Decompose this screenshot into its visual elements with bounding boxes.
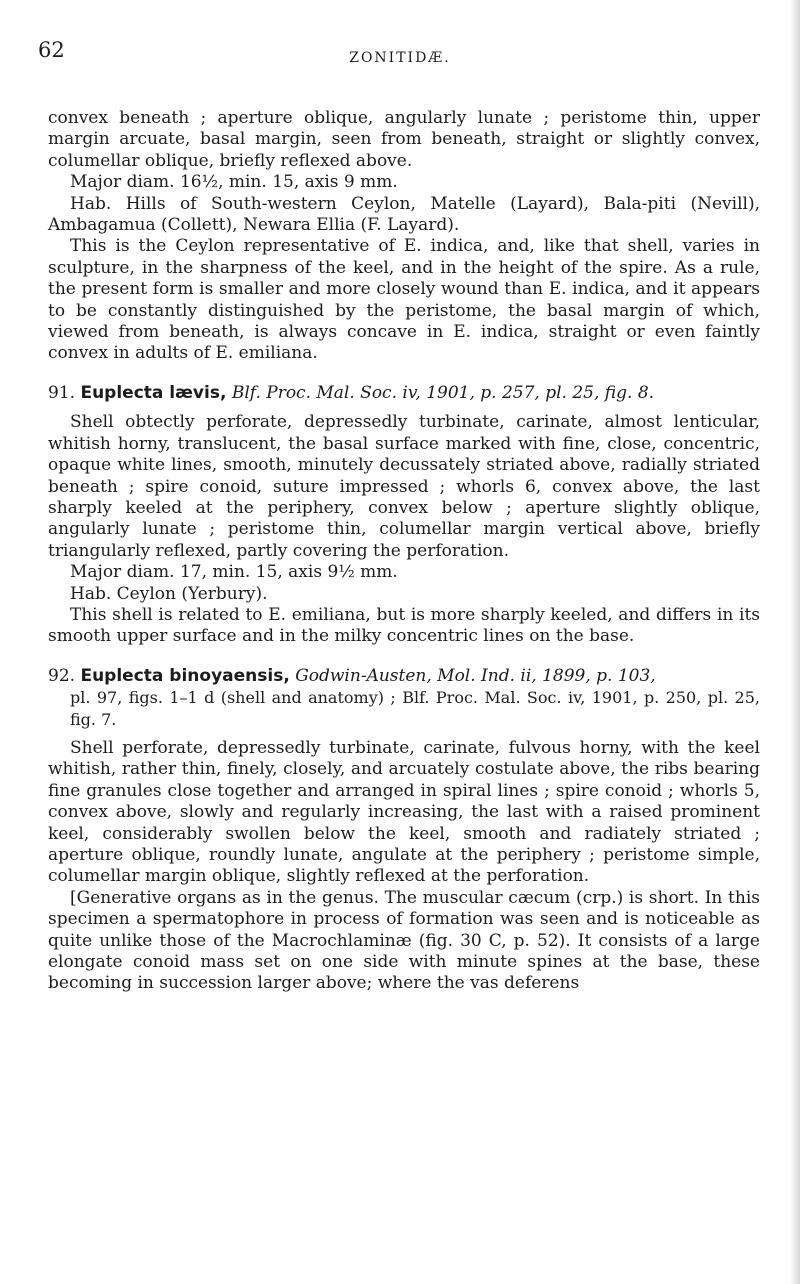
description-91: Shell obtectly perforate, depressedly turbinate, carinate, almost lenticular, whitish horny, translucent, the basal surface marked with fine, close, concentric, opaque white lines, smooth, minutely decussately striated above, radially striated beneath ; spire conoid, suture impressed ; whorls 6, convex above, the last sharply keeled at the periphery, convex below ; aperture slightly oblique, angularly lunate ; peristome thin, columellar margin vertical above, briefly triangularly reflexed, partly covering the perforation.: [48, 412, 760, 561]
page-edge-shadow: [790, 0, 800, 1284]
species-name: Euplecta lævis,: [80, 382, 227, 403]
species-name: Euplecta binoyaensis,: [80, 665, 290, 686]
page-number: 62: [38, 38, 65, 62]
dimensions-90: Major diam. 16½, min. 15, axis 9 mm.: [70, 172, 398, 193]
species-reference: Godwin-Austen, Mol. Ind. ii, 1899, p. 103,: [295, 665, 656, 686]
habitat-90: Hab. Hills of South-western Ceylon, Matelle (Layard), Bala-piti (Nevill), Ambagamua (Collett), Newara Ellia (F. Layard).: [48, 193, 760, 236]
remarks-90: This is the Ceylon representative of E. indica, and, like that shell, varies in sculpture, in the sharpness of the keel, and in the height of the spire. As a rule, the present form is smaller and more closely wound than E. indica, and it appears to be constantly distinguished by the peristome, the basal margin of which, viewed from beneath, is always concave in E. indica, straight or even faintly convex in adults of E. emiliana.: [48, 236, 760, 364]
anatomy-92: [Generative organs as in the genus. The muscular cæcum (crp.) is short. In this specimen a spermatophore in process of formation was seen and is noticeable as quite unlike those of the Macrochlaminæ (fig. 30 C, p. 52). It consists of a large elongate conoid mass set on one side with minute spines at the base, these becoming in succession larger above; where the vas deferens: [48, 887, 760, 994]
description-92: Shell perforate, depressedly turbinate, carinate, fulvous horny, with the keel whitish, rather thin, finely, closely, and arcuately costulate above, the ribs bearing fine granules close together and arranged in spiral lines ; spire conoid ; whorls 5, convex above, slowly and regularly increasing, the last with a raised prominent keel, considerably swollen below the keel, smooth and radiately striated ; aperture oblique, roundly lunate, angulate at the periphery ; peristome simple, columellar margin oblique, slightly reflexed at the perforation.: [48, 737, 760, 887]
habitat-91: Hab. Ceylon (Yerbury).: [70, 583, 268, 604]
species-number: 91.: [48, 382, 76, 403]
continued-description: convex beneath ; aperture oblique, angularly lunate ; peristome thin, upper margin arcuate, basal margin, seen from beneath, straight or slightly convex, columellar oblique, briefly reflexed above.: [48, 108, 760, 171]
species-reference-continued: pl. 97, figs. 1–1 d (shell and anatomy) ; Blf. Proc. Mal. Soc. iv, 1901, p. 250, pl. 25, fig. 7.: [70, 688, 760, 729]
species-reference: Blf. Proc. Mal. Soc. iv, 1901, p. 257, pl. 25, fig. 8.: [231, 382, 655, 403]
running-title: ZONITIDÆ.: [349, 50, 451, 66]
species-number: 92.: [48, 665, 76, 686]
dimensions-91: Major diam. 17, min. 15, axis 9½ mm.: [70, 562, 398, 583]
remarks-91: This shell is related to E. emiliana, but is more sharply keeled, and differs in its smooth upper surface and in the milky concentric lines on the base.: [48, 604, 760, 647]
species-heading-92: [48, 666, 760, 687]
body-text: [48, 108, 760, 995]
species-heading-91: [48, 383, 760, 404]
